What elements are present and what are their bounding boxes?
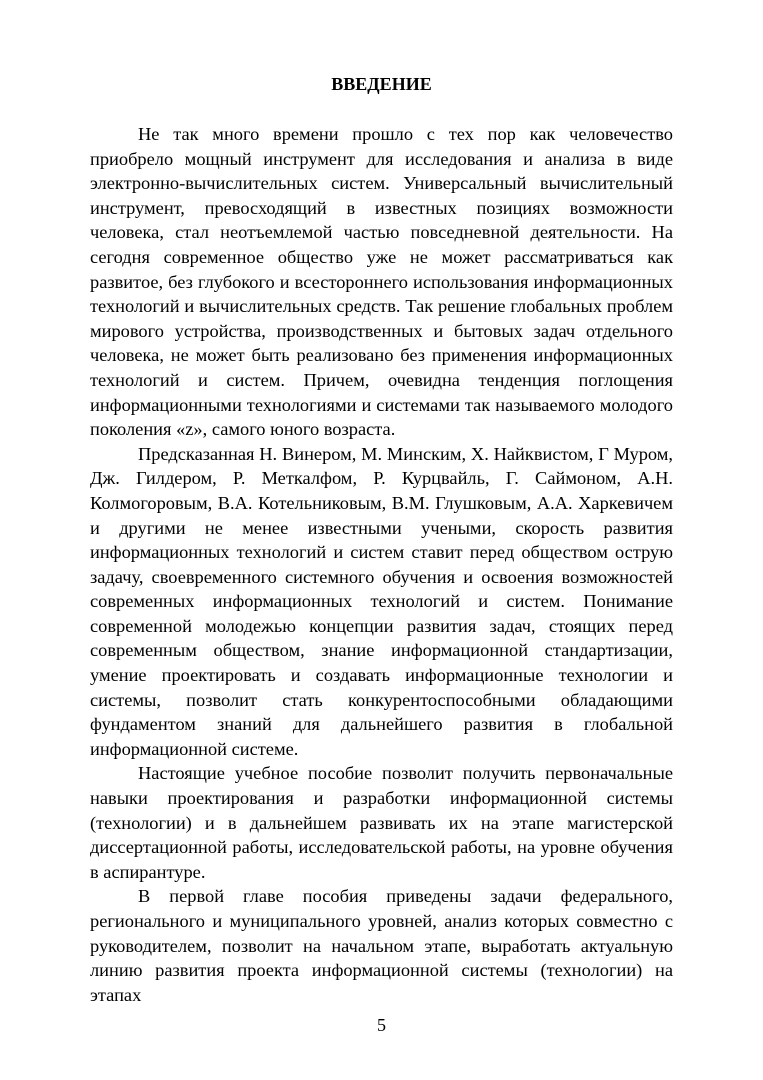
section-title: ВВЕДЕНИЕ [331, 74, 432, 94]
paragraph-first-chapter: В первой главе пособия приведены задачи федерального, регионального и муниципального уровней, анализ которых совместно с руководителем, позволит на начальном этапе, выработать актуальную линию развития проекта информационной системы (технологии) на этапах [90, 886, 673, 1005]
body-text [90, 122, 673, 1007]
paragraph-textbook-purpose: Настоящие учебное пособие позволит получить первоначальные навыки проектирования и разработки информационной системы (технологии) и в дальнейшем развивать их на этапе магистерской диссертационной работы, исследовательской работы, на уровне обучения в аспирантуре. [90, 763, 673, 882]
paragraph-introduction: Не так много времени прошло с тех пор как человечество приобрело мощный инструмент для исследования и анализа в виде электронно-вычислительных систем. Универсальный вычислительный инструмент, превосходящий в известных позициях возможности человека, стал неотъемлемой частью повседневной деятельности. На сегодня современное общество уже не может рассматриваться как развитое, без глубокого и всестороннего использования информационных технологий и вычислительных средств. Так решение глобальных проблем мирового устройства, производственных и бытовых задач отдельного человека, не может быть реализовано без применения информационных технологий и систем. Причем, очевидна тенденция поглощения информационными технологиями и системами так называемого молодого поколения «z», самого юного возраста. [90, 124, 673, 440]
paragraph-scientists: Предсказанная Н. Винером, М. Минским, Х. Найквистом, Г Муром, Дж. Гилдером, Р. Меткалфом, Р. Курцвайль, Г. Саймоном, А.Н. Колмогоровым, В.А. Котельниковым, В.М. Глушковым, А.А. Харкевичем и другими не менее известными учеными, скорость развития информационных технологий и систем ставит перед обществом острую задачу, своевременного системного обучения и освоения возможностей современных информационных технологий и систем. Понимание современной молодежью концепции развития задач, стоящих перед современным обществом, знание информационной стандартизации, умение проектировать и создавать информационные технологии и системы, позволит стать конкурентоспособными обладающими фундаментом знаний для дальнейшего развития в глобальной информационной системе. [90, 443, 673, 759]
page-number: 5 [377, 1015, 386, 1035]
